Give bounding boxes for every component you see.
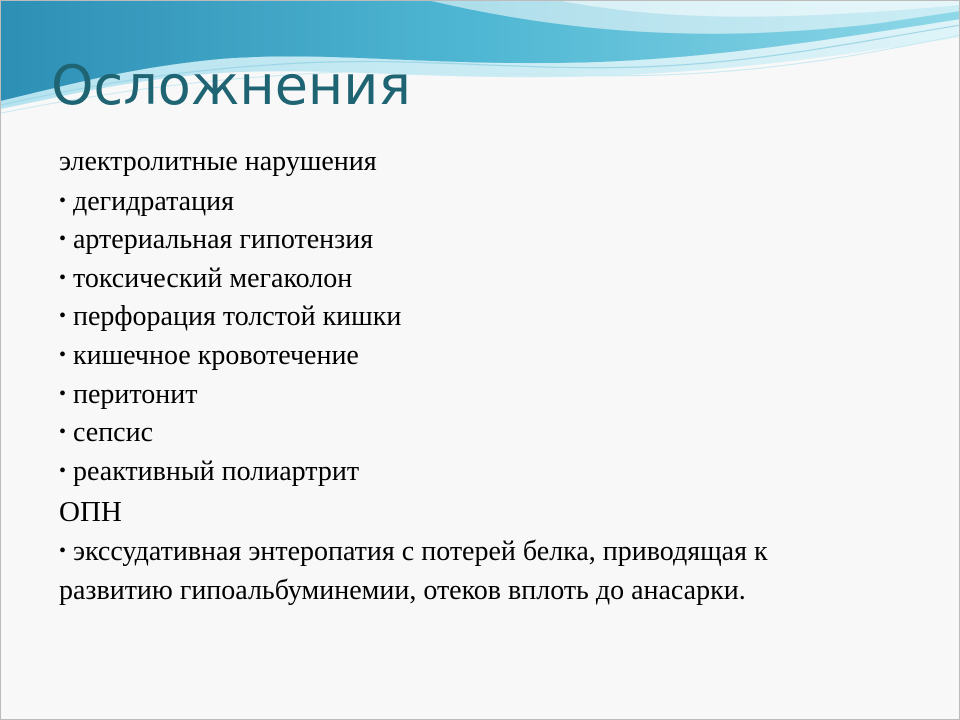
list-item: [59, 297, 919, 336]
list-item: [59, 452, 919, 491]
bullet-icon: •: [59, 189, 67, 212]
list-item-text: дегидратация: [73, 185, 234, 217]
list-item-text: перфорация толстой кишки: [73, 301, 402, 333]
bullet-icon: •: [59, 305, 67, 328]
paragraph-text: экссудативная энтеропатия с потерей белка, приводящая к развитию гипоальбуминемии, отеков вплоть до анасарки.: [59, 536, 768, 606]
list-item-text: реактивный полиартрит: [73, 455, 360, 487]
bullet-icon: •: [59, 382, 67, 405]
list-item: [59, 413, 919, 452]
list-item-text: кишечное кровотечение: [73, 339, 359, 371]
slide-content: [59, 143, 919, 610]
bullet-icon: •: [59, 459, 67, 482]
list-item: [59, 375, 919, 414]
list-item-text: артериальная гипотензия: [73, 224, 374, 256]
bullet-icon: •: [59, 228, 67, 251]
bullet-icon: •: [59, 540, 67, 563]
list-item-text: сепсис: [73, 417, 154, 449]
list-item-text: токсический мегаколон: [73, 262, 353, 294]
list-item-text: перитонит: [73, 378, 198, 410]
bullet-icon: •: [59, 343, 67, 366]
paragraph: [59, 532, 859, 610]
list-item: [59, 259, 919, 298]
slide-title: Осложнения: [51, 54, 411, 117]
bullet-icon: •: [59, 266, 67, 289]
list-item: [59, 336, 919, 375]
section-subheading: ОПН: [59, 496, 122, 529]
list-item: [59, 220, 919, 259]
list-item: [59, 182, 919, 221]
bullet-icon: •: [59, 421, 67, 444]
section-heading: электролитные нарушения: [59, 146, 377, 177]
